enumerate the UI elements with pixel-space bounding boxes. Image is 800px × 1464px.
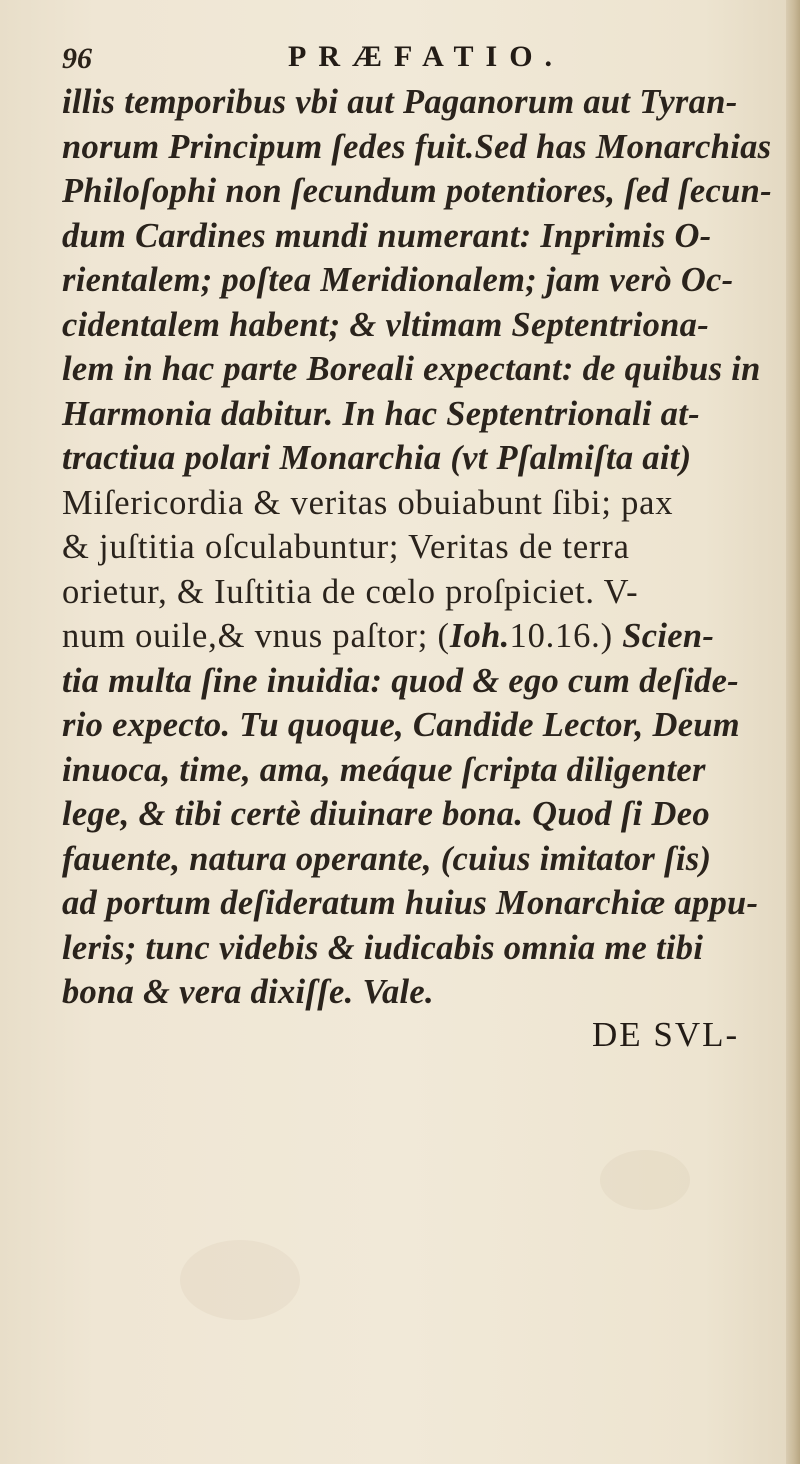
text-line [62, 970, 762, 1015]
text-line [62, 347, 762, 392]
text-line [62, 748, 762, 793]
text-line [62, 659, 762, 704]
text-segment: Scien- [622, 617, 715, 655]
text-segment: fauente, natura operante, (cuius imitator ſis) [62, 839, 712, 878]
text-segment: tia multa ſine inuidia: quod & ego cum deſide- [62, 661, 739, 700]
text-line [62, 926, 762, 971]
page-edge [786, 0, 800, 1464]
text-segment: & juſtitia oſculabuntur; Veritas de terra [62, 528, 630, 566]
text-line [62, 792, 762, 837]
text-line [62, 392, 762, 437]
page-number: 96 [62, 42, 92, 75]
text-segment: lem in hac parte Boreali expectant: de quibus in [62, 350, 761, 388]
text-segment: inuoca, time, ama, meáque ſcripta diligenter [62, 750, 706, 789]
text-segment: num ouile,& vnus paſtor; ( [62, 617, 450, 655]
text-segment: Ioh. [449, 617, 510, 655]
text-segment: norum Principum ſedes fuit.Sed has Monarchias [62, 127, 772, 166]
text-line [62, 570, 762, 615]
text-line [62, 525, 762, 570]
catchword: DE SVL- [592, 1015, 740, 1054]
text-segment: Philoſophi non ſecundum potentiores, ſed ſecun- [62, 172, 772, 210]
text-segment: lege, & tibi certè diuinare bona. Quod ſi Deo [62, 795, 710, 833]
paper-stain [600, 1150, 690, 1210]
text-line [62, 258, 762, 303]
text-segment: tractiua polari Monarchia (vt Pſalmiſta ait) [62, 439, 692, 477]
text-line [62, 169, 772, 214]
running-head [60, 30, 760, 80]
page-title: PRÆFATIO. [288, 40, 565, 73]
text-segment: ad portum deſideratum huius Monarchiæ appu- [62, 884, 759, 922]
text-segment: Harmonia dabitur. In hac Septentrionali at- [62, 394, 700, 433]
text-segment: Miſericordia & veritas obuiabunt ſibi; pax [62, 483, 674, 522]
text-line [62, 80, 762, 125]
text-line [62, 481, 762, 526]
text-segment: illis temporibus vbi aut Paganorum aut Tyran- [62, 83, 738, 121]
text-segment: 10.16.) [509, 617, 623, 655]
body-text [62, 80, 772, 1015]
text-line [62, 125, 772, 170]
text-line [62, 881, 762, 926]
text-segment: orietur, & Iuſtitia de cœlo proſpiciet. V- [62, 572, 639, 611]
text-segment: leris; tunc videbis & iudicabis omnia me tibi [62, 928, 704, 967]
text-line [62, 703, 762, 748]
text-segment: bona & vera dixiſſe. Vale. [62, 973, 434, 1011]
text-segment: rio expecto. Tu quoque, Candide Lector, Deum [62, 706, 740, 744]
paper-stain [180, 1240, 300, 1320]
text-line [62, 303, 762, 348]
text-line [62, 837, 762, 882]
text-line [62, 214, 762, 259]
text-segment: cidentalem habent; & vltimam Septentriona- [62, 305, 710, 344]
text-line [62, 614, 762, 659]
text-segment: dum Cardines mundi numerant: Inprimis O- [62, 216, 712, 255]
text-segment: rientalem; poſtea Meridionalem; jam verò Oc- [62, 261, 734, 299]
text-line [62, 436, 762, 481]
